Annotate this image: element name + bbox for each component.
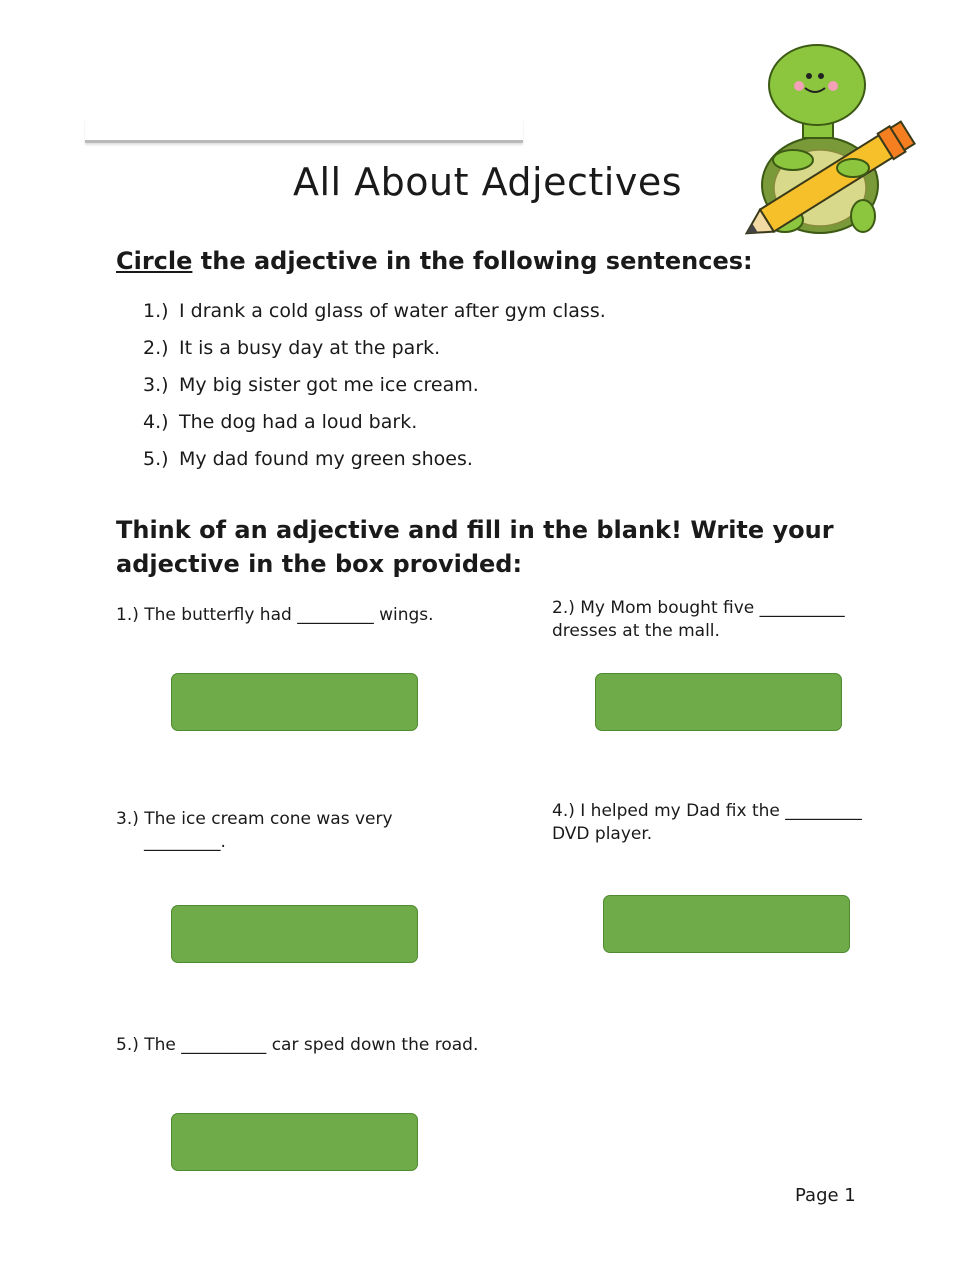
heading-rest: the adjective in the following sentences: bbox=[192, 247, 753, 275]
answer-box-1[interactable] bbox=[171, 673, 418, 731]
answer-box-4[interactable] bbox=[603, 895, 850, 953]
list-item: 3.) My big sister got me ice cream. bbox=[143, 374, 479, 396]
page-title: All About Adjectives bbox=[292, 160, 683, 204]
sentence-list bbox=[143, 296, 606, 481]
page-number: Page 1 bbox=[795, 1185, 856, 1206]
question-3: 3.) The ice cream cone was very _________. bbox=[116, 809, 393, 852]
turtle-pencil-icon bbox=[745, 40, 920, 240]
answer-box-2[interactable] bbox=[595, 673, 842, 731]
list-item: 4.) The dog had a loud bark. bbox=[143, 411, 418, 433]
answer-box-3[interactable] bbox=[171, 905, 418, 963]
heading-circle-word: Circle bbox=[116, 247, 193, 275]
question-4: 4.) I helped my Dad fix the _________ DVD player. bbox=[552, 801, 862, 844]
list-item: 1.) I drank a cold glass of water after gym class. bbox=[143, 300, 606, 322]
list-item: 5.) My dad found my green shoes. bbox=[143, 448, 473, 470]
list-item: 2.) It is a busy day at the park. bbox=[143, 337, 441, 359]
question-5: 5.) The __________ car sped down the road. bbox=[116, 1035, 479, 1055]
answer-box-5[interactable] bbox=[171, 1113, 418, 1171]
section2-heading: Think of an adjective and fill in the blank! Write your adjective in the box provided: bbox=[116, 516, 834, 578]
section1-heading bbox=[116, 244, 753, 278]
name-line bbox=[85, 118, 523, 143]
question-2: 2.) My Mom bought five __________ dresses at the mall. bbox=[552, 598, 845, 641]
question-1: 1.) The butterfly had _________ wings. bbox=[116, 605, 434, 625]
